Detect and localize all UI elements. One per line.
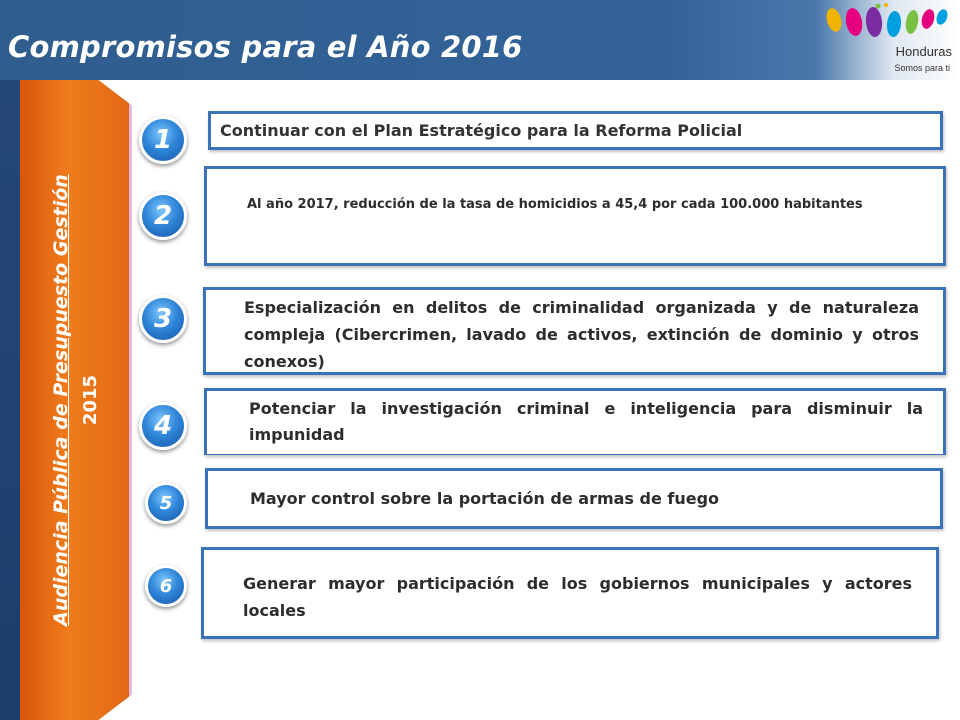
logo-country: Honduras (895, 44, 952, 59)
number-badge-6: 6 (145, 565, 187, 607)
commitment-text-6: Generar mayor participación de los gobiernos municipales y actores locales (243, 574, 912, 620)
number-badge-4: 4 (139, 402, 187, 450)
commitment-box-3 (203, 287, 946, 375)
left-accent-bar (0, 80, 20, 720)
side-panel-text (46, 100, 106, 700)
side-panel-line1: Audiencia Pública de Presupuesto Gestión (50, 174, 72, 626)
logo-tagline: Somos para ti (894, 63, 950, 73)
commitment-box-1 (208, 111, 943, 150)
number-badge-5: 5 (145, 482, 187, 524)
commitment-text-4: Potenciar la investigación criminal e inteligencia para disminuir la impunidad (249, 399, 923, 444)
side-panel-line2: 2015 (80, 374, 101, 426)
commitment-text-2: Al año 2017, reducción de la tasa de homicidios a 45,4 por cada 100.000 habitantes (247, 197, 863, 212)
header-bar (0, 0, 960, 80)
number-badge-1: 1 (139, 116, 187, 164)
commitment-box-6 (201, 547, 939, 639)
commitment-text-3: Especialización en delitos de criminalidad organizada y de naturaleza compleja (Cibercrimen, lavado de activos, extinción de dominio y otros conexos) (244, 298, 919, 371)
commitment-box-4 (204, 388, 946, 455)
honduras-logo (818, 0, 954, 80)
number-badge-3: 3 (139, 295, 187, 343)
honduras-logo-icon (818, 2, 954, 46)
commitment-text-1: Continuar con el Plan Estratégico para la Reforma Policial (220, 121, 743, 140)
commitment-box-2 (204, 166, 946, 266)
commitment-box-5 (205, 468, 943, 529)
commitment-text-5: Mayor control sobre la portación de armas de fuego (250, 489, 720, 508)
number-badge-2: 2 (139, 192, 187, 240)
page-title: Compromisos para el Año 2016 (8, 30, 523, 64)
